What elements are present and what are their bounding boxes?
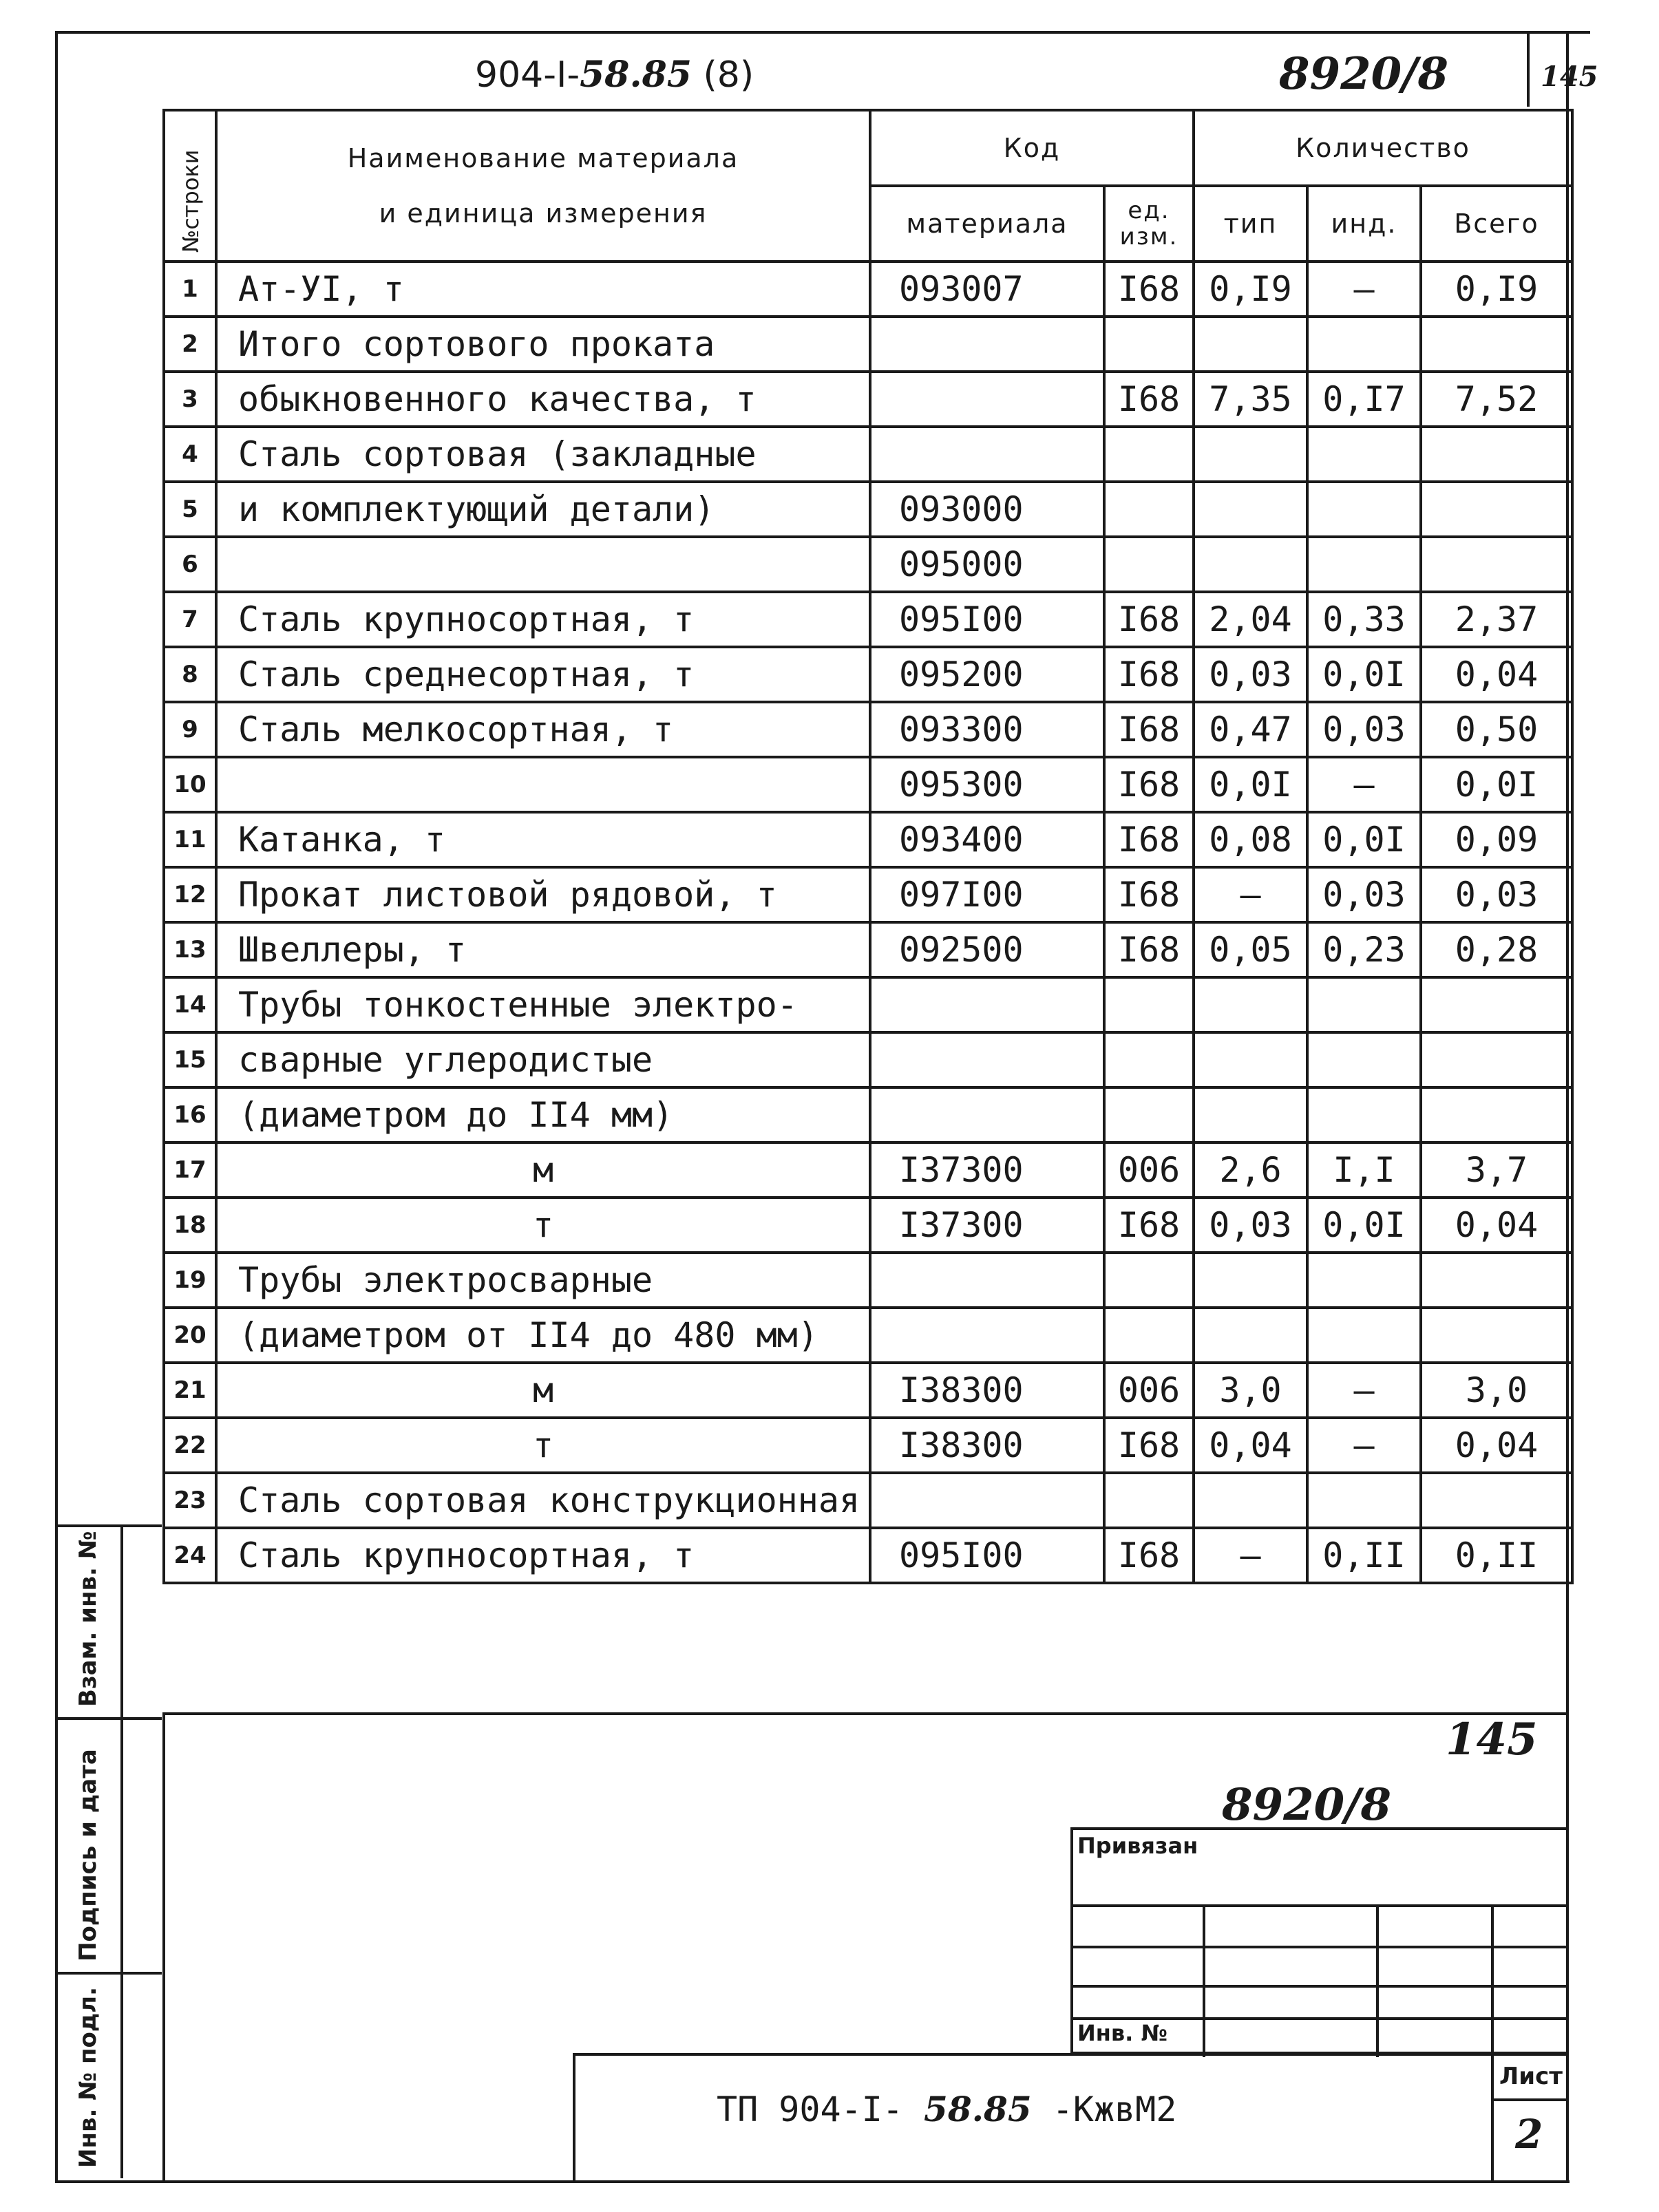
stamp-left-edge <box>162 1712 165 2180</box>
col-header-name-line1: Наименование материала <box>347 143 739 173</box>
page-stamp: 145 <box>1541 61 1598 93</box>
cell-qty-ind: – <box>1307 1418 1421 1473</box>
cell-qty-type: 3,0 <box>1194 1363 1307 1418</box>
cell-unit-code: I68 <box>1104 757 1194 812</box>
sheet-ref-divider <box>1527 31 1530 107</box>
table-row <box>164 1528 1572 1583</box>
cell-qty-ind: 0,33 <box>1307 592 1421 647</box>
cell-qty-type: 0,04 <box>1194 1418 1307 1473</box>
cell-unit-code <box>1104 1308 1194 1363</box>
cell-unit-code <box>1104 1253 1194 1308</box>
cell-qty-type <box>1194 1253 1307 1308</box>
cell-qty-ind: – <box>1307 1363 1421 1418</box>
cell-material-name: Катанка, т <box>216 812 870 867</box>
cell-qty-type <box>1194 427 1307 482</box>
table-row <box>164 427 1572 482</box>
cell-material-code: 097I00 <box>870 867 1104 922</box>
header-row-1 <box>164 110 1572 186</box>
side-strip-sep-1 <box>55 1524 162 1527</box>
cell-material-name: т <box>216 1418 870 1473</box>
table-row <box>164 317 1572 372</box>
cell-unit-code: I68 <box>1104 1528 1194 1583</box>
cell-qty-total <box>1421 317 1572 372</box>
privyazan-col-3 <box>1491 1904 1494 2057</box>
cell-qty-ind <box>1307 1253 1421 1308</box>
frame-top <box>55 31 1590 34</box>
cell-material-name: Сталь сортовая (закладные <box>216 427 870 482</box>
frame-left <box>55 31 58 2182</box>
cell-unit-code <box>1104 1032 1194 1087</box>
title-prefix: ТП 904-I- <box>717 2089 903 2129</box>
cell-material-code: 095I00 <box>870 592 1104 647</box>
cell-qty-type: – <box>1194 867 1307 922</box>
cell-material-name: Сталь среднесортная, т <box>216 647 870 702</box>
cell-unit-code: I68 <box>1104 372 1194 427</box>
cell-row-no: 7 <box>164 592 216 647</box>
cell-qty-total: 3,0 <box>1421 1363 1572 1418</box>
table-row <box>164 1308 1572 1363</box>
cell-row-no: 24 <box>164 1528 216 1583</box>
cell-unit-code: I68 <box>1104 1198 1194 1253</box>
cell-unit-code <box>1104 1087 1194 1142</box>
cell-qty-total: 0,04 <box>1421 647 1572 702</box>
cell-material-name: м <box>216 1363 870 1418</box>
col-header-code: Код <box>870 110 1194 186</box>
cell-qty-ind: 0,03 <box>1307 867 1421 922</box>
cell-material-code: 095I00 <box>870 1528 1104 1583</box>
doc-designation <box>475 54 754 96</box>
table-row <box>164 592 1572 647</box>
cell-material-code: 093400 <box>870 812 1104 867</box>
cell-qty-ind <box>1307 1308 1421 1363</box>
col-header-q-total: Всего <box>1421 186 1572 262</box>
list-number: 2 <box>1515 2111 1543 2158</box>
table-row <box>164 1142 1572 1198</box>
cell-qty-ind: – <box>1307 262 1421 317</box>
privyazan-row-2 <box>1073 1946 1569 1948</box>
cell-material-code: 093000 <box>870 482 1104 537</box>
privyazan-box <box>1070 1827 1566 2054</box>
privyazan-label: Привязан <box>1077 1833 1198 1859</box>
cell-material-code <box>870 427 1104 482</box>
cell-row-no: 14 <box>164 977 216 1032</box>
list-label: Лист <box>1499 2063 1563 2090</box>
title-block <box>573 2053 1566 2180</box>
cell-material-code <box>870 1087 1104 1142</box>
cell-row-no: 20 <box>164 1308 216 1363</box>
side-label-vzam: Взам. инв. № <box>74 1531 102 1707</box>
cell-material-code: I38300 <box>870 1418 1104 1473</box>
stamp-sheet-ref: 8920/8 <box>1222 1779 1392 1831</box>
table-bottom-edge <box>162 1712 1567 1715</box>
cell-material-name: Прокат листовой рядовой, т <box>216 867 870 922</box>
cell-row-no: 3 <box>164 372 216 427</box>
privyazan-row-1 <box>1073 1904 1569 1907</box>
doc-prefix: 904-I- <box>475 54 580 96</box>
cell-material-code <box>870 1308 1104 1363</box>
table-row <box>164 812 1572 867</box>
cell-qty-ind: 0,0I <box>1307 1198 1421 1253</box>
side-label-podpis: Подпись и дата <box>74 1749 102 1961</box>
col-header-q-type: тип <box>1194 186 1307 262</box>
cell-material-code <box>870 1253 1104 1308</box>
cell-unit-code <box>1104 482 1194 537</box>
cell-qty-ind <box>1307 1032 1421 1087</box>
cell-qty-type <box>1194 977 1307 1032</box>
cell-qty-ind <box>1307 1087 1421 1142</box>
table-row <box>164 1087 1572 1142</box>
table-row <box>164 1418 1572 1473</box>
cell-material-code <box>870 372 1104 427</box>
side-label-inv-podl: Инв. № подл. <box>74 1986 102 2168</box>
cell-qty-ind: 0,II <box>1307 1528 1421 1583</box>
col-header-quantity: Количество <box>1194 110 1572 186</box>
cell-qty-ind <box>1307 977 1421 1032</box>
cell-unit-code <box>1104 537 1194 592</box>
cell-unit-code <box>1104 427 1194 482</box>
table-row <box>164 262 1572 317</box>
cell-material-name: Итого сортового проката <box>216 317 870 372</box>
cell-material-name: и комплектующий детали) <box>216 482 870 537</box>
cell-qty-total <box>1421 482 1572 537</box>
cell-qty-ind: 0,0I <box>1307 812 1421 867</box>
cell-row-no: 6 <box>164 537 216 592</box>
cell-qty-total <box>1421 427 1572 482</box>
table-row <box>164 647 1572 702</box>
cell-qty-ind <box>1307 317 1421 372</box>
cell-row-no: 16 <box>164 1087 216 1142</box>
cell-material-name: Сталь сортовая конструкционная <box>216 1473 870 1528</box>
col-header-code-unit: ед. изм. <box>1104 186 1194 262</box>
col-header-name <box>216 110 870 262</box>
stamp-page-number: 145 <box>1446 1714 1538 1765</box>
cell-row-no: 12 <box>164 867 216 922</box>
cell-row-no: 15 <box>164 1032 216 1087</box>
cell-row-no: 19 <box>164 1253 216 1308</box>
privyazan-row-3 <box>1073 1985 1569 1988</box>
cell-row-no: 23 <box>164 1473 216 1528</box>
doc-handwritten-number: 58.85 <box>580 54 692 96</box>
materials-table <box>162 109 1574 1584</box>
cell-material-name <box>216 757 870 812</box>
cell-material-code: 095200 <box>870 647 1104 702</box>
cell-material-code: I38300 <box>870 1363 1104 1418</box>
table-row <box>164 1363 1572 1418</box>
cell-qty-type <box>1194 1087 1307 1142</box>
cell-qty-type: 2,04 <box>1194 592 1307 647</box>
cell-qty-ind: – <box>1307 757 1421 812</box>
cell-qty-total: 0,II <box>1421 1528 1572 1583</box>
col-header-q-ind: инд. <box>1307 186 1421 262</box>
cell-unit-code: I68 <box>1104 262 1194 317</box>
title-suffix: -КжвМ2 <box>1052 2089 1177 2129</box>
table-row <box>164 757 1572 812</box>
side-strip-right <box>120 1524 123 2178</box>
cell-qty-total: 0,09 <box>1421 812 1572 867</box>
table-row <box>164 537 1572 592</box>
cell-unit-code <box>1104 317 1194 372</box>
col-header-row-no-text: №строки <box>178 149 204 253</box>
list-divider <box>1491 2056 1494 2183</box>
side-strip-sep-3 <box>55 1972 162 1975</box>
cell-qty-total: 0,03 <box>1421 867 1572 922</box>
inv-no-label: Инв. № <box>1077 2020 1167 2046</box>
cell-qty-type <box>1194 317 1307 372</box>
cell-qty-type <box>1194 1308 1307 1363</box>
cell-material-name: Трубы тонкостенные электро- <box>216 977 870 1032</box>
cell-unit-code: I68 <box>1104 867 1194 922</box>
cell-qty-total <box>1421 1087 1572 1142</box>
cell-qty-type: 0,I9 <box>1194 262 1307 317</box>
cell-qty-total: 2,37 <box>1421 592 1572 647</box>
cell-qty-total <box>1421 537 1572 592</box>
cell-qty-ind: 0,23 <box>1307 922 1421 977</box>
doc-suffix: (8) <box>703 54 754 96</box>
cell-row-no: 8 <box>164 647 216 702</box>
table-row <box>164 1198 1572 1253</box>
cell-row-no: 22 <box>164 1418 216 1473</box>
table-row <box>164 482 1572 537</box>
cell-unit-code: I68 <box>1104 592 1194 647</box>
frame-bottom <box>55 2180 1570 2183</box>
cell-material-code: 095000 <box>870 537 1104 592</box>
cell-row-no: 21 <box>164 1363 216 1418</box>
cell-qty-total: 0,0I <box>1421 757 1572 812</box>
cell-material-name: Сталь крупносортная, т <box>216 592 870 647</box>
cell-material-name: Сталь мелкосортная, т <box>216 702 870 757</box>
cell-qty-total: 0,50 <box>1421 702 1572 757</box>
cell-material-code: 092500 <box>870 922 1104 977</box>
cell-material-name <box>216 537 870 592</box>
cell-qty-type: 0,47 <box>1194 702 1307 757</box>
cell-qty-type <box>1194 1473 1307 1528</box>
cell-qty-total: 7,52 <box>1421 372 1572 427</box>
cell-qty-total <box>1421 977 1572 1032</box>
cell-qty-type: 0,08 <box>1194 812 1307 867</box>
cell-row-no: 4 <box>164 427 216 482</box>
cell-qty-total <box>1421 1308 1572 1363</box>
cell-material-code <box>870 1473 1104 1528</box>
cell-qty-type <box>1194 482 1307 537</box>
cell-unit-code: I68 <box>1104 922 1194 977</box>
cell-qty-type <box>1194 1032 1307 1087</box>
cell-qty-type: 0,0I <box>1194 757 1307 812</box>
cell-row-no: 5 <box>164 482 216 537</box>
cell-material-name: Трубы электросварные <box>216 1253 870 1308</box>
cell-material-name: Швеллеры, т <box>216 922 870 977</box>
cell-unit-code: I68 <box>1104 1418 1194 1473</box>
cell-row-no: 10 <box>164 757 216 812</box>
cell-material-name: сварные углеродистые <box>216 1032 870 1087</box>
privyazan-col-1 <box>1203 1904 1205 2057</box>
table-row <box>164 977 1572 1032</box>
cell-material-code <box>870 977 1104 1032</box>
cell-qty-ind <box>1307 482 1421 537</box>
cell-qty-total <box>1421 1473 1572 1528</box>
cell-qty-ind: 0,I7 <box>1307 372 1421 427</box>
cell-row-no: 18 <box>164 1198 216 1253</box>
cell-row-no: 11 <box>164 812 216 867</box>
cell-qty-total <box>1421 1253 1572 1308</box>
cell-unit-code: 006 <box>1104 1142 1194 1198</box>
cell-material-name: Сталь крупносортная, т <box>216 1528 870 1583</box>
cell-material-name: т <box>216 1198 870 1253</box>
cell-row-no: 9 <box>164 702 216 757</box>
cell-unit-code <box>1104 1473 1194 1528</box>
cell-qty-ind <box>1307 1473 1421 1528</box>
title-block-designation <box>717 2089 1176 2129</box>
cell-row-no: 1 <box>164 262 216 317</box>
table-row <box>164 1032 1572 1087</box>
cell-material-code <box>870 1032 1104 1087</box>
cell-qty-type: – <box>1194 1528 1307 1583</box>
cell-qty-total: 0,28 <box>1421 922 1572 977</box>
cell-qty-type: 7,35 <box>1194 372 1307 427</box>
cell-material-code: I37300 <box>870 1142 1104 1198</box>
cell-material-code: I37300 <box>870 1198 1104 1253</box>
col-header-row-no <box>164 110 216 262</box>
cell-material-name: м <box>216 1142 870 1198</box>
cell-qty-ind: 0,03 <box>1307 702 1421 757</box>
cell-row-no: 17 <box>164 1142 216 1198</box>
cell-unit-code <box>1104 977 1194 1032</box>
cell-qty-ind: 0,0I <box>1307 647 1421 702</box>
cell-qty-total: 0,04 <box>1421 1198 1572 1253</box>
col-header-name-line2: и единица измерения <box>379 198 708 228</box>
cell-qty-total: 0,04 <box>1421 1418 1572 1473</box>
table-row <box>164 702 1572 757</box>
cell-row-no: 13 <box>164 922 216 977</box>
cell-material-name: (диаметром от II4 до 480 мм) <box>216 1308 870 1363</box>
cell-material-name: Ат-УI, т <box>216 262 870 317</box>
cell-qty-total <box>1421 1032 1572 1087</box>
cell-row-no: 2 <box>164 317 216 372</box>
privyazan-col-2 <box>1376 1904 1379 2057</box>
cell-unit-code: I68 <box>1104 812 1194 867</box>
cell-qty-type <box>1194 537 1307 592</box>
col-header-code-material: материала <box>870 186 1104 262</box>
title-handwritten: 58.85 <box>924 2089 1032 2129</box>
table-row <box>164 1253 1572 1308</box>
cell-qty-total: 3,7 <box>1421 1142 1572 1198</box>
cell-qty-type: 0,03 <box>1194 1198 1307 1253</box>
table-row <box>164 372 1572 427</box>
table-row <box>164 922 1572 977</box>
cell-qty-type: 0,03 <box>1194 647 1307 702</box>
cell-material-code: 093007 <box>870 262 1104 317</box>
cell-material-code: 093300 <box>870 702 1104 757</box>
cell-qty-ind <box>1307 537 1421 592</box>
table-row <box>164 867 1572 922</box>
sheet-ref: 8920/8 <box>1279 48 1449 100</box>
side-strip-sep-2 <box>55 1717 162 1720</box>
cell-material-name: обыкновенного качества, т <box>216 372 870 427</box>
cell-material-name: (диаметром до II4 мм) <box>216 1087 870 1142</box>
table-row <box>164 1473 1572 1528</box>
cell-unit-code: I68 <box>1104 702 1194 757</box>
cell-qty-type: 0,05 <box>1194 922 1307 977</box>
list-sep <box>1491 2098 1569 2101</box>
cell-unit-code: I68 <box>1104 647 1194 702</box>
cell-material-code <box>870 317 1104 372</box>
cell-qty-ind <box>1307 427 1421 482</box>
cell-material-code: 095300 <box>870 757 1104 812</box>
cell-unit-code: 006 <box>1104 1363 1194 1418</box>
cell-qty-type: 2,6 <box>1194 1142 1307 1198</box>
cell-qty-ind: I,I <box>1307 1142 1421 1198</box>
cell-qty-total: 0,I9 <box>1421 262 1572 317</box>
